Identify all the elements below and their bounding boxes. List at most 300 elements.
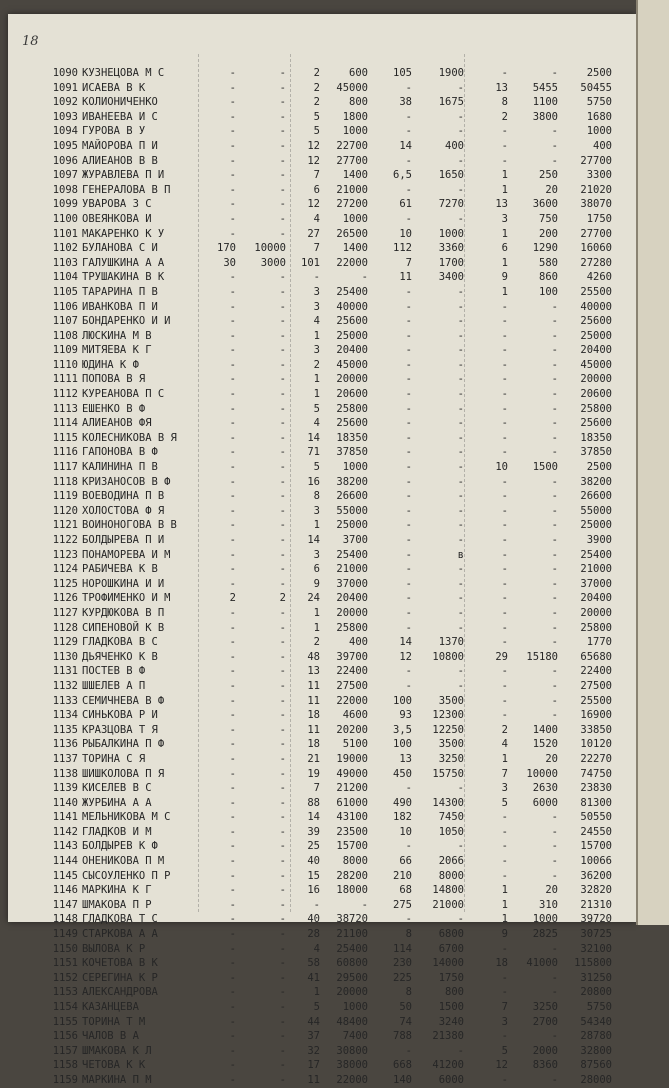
ledger-row	[8, 1073, 636, 1088]
ledger-cell-b: -	[279, 504, 286, 517]
ledger-cell-h: -	[501, 431, 508, 444]
ledger-cell-b: -	[279, 563, 286, 576]
ledger-cell-a: 170	[217, 242, 236, 255]
ledger-cell-i: -	[551, 592, 558, 605]
ledger-cell-num: 1132	[52, 679, 78, 692]
ledger-cell-h: -	[501, 344, 508, 357]
ledger-cell-name: ГУРОВА В У	[82, 125, 146, 138]
ledger-cell-i: -	[551, 621, 558, 634]
ledger-cell-name: ПОНАМОРЕВА И М	[82, 548, 171, 561]
ledger-cell-b: -	[279, 183, 286, 196]
ledger-cell-b: -	[279, 344, 286, 357]
ledger-cell-h: -	[501, 709, 508, 722]
ledger-cell-b: -	[279, 388, 286, 401]
ledger-cell-name: ЮДИНА К Ф	[82, 358, 139, 371]
ledger-cell-num: 1137	[52, 752, 78, 765]
document-sheet	[8, 14, 636, 1086]
ledger-cell-j: 10066	[580, 855, 612, 868]
ledger-cell-d: 5	[313, 1001, 320, 1013]
ledger-cell-a: -	[229, 1001, 236, 1013]
ledger-cell-d: 13	[307, 665, 320, 678]
ledger-cell-j: 25000	[580, 329, 612, 342]
ledger-row	[8, 110, 636, 125]
ledger-cell-i: 580	[539, 256, 558, 269]
ledger-cell-b: -	[279, 402, 286, 415]
ledger-cell-g: 14000	[432, 957, 464, 970]
ledger-cell-a: -	[229, 1015, 236, 1028]
ledger-cell-i: -	[551, 606, 558, 619]
ledger-row	[8, 66, 636, 81]
ledger-cell-i: 3250	[532, 1001, 558, 1013]
ledger-cell-i: 10000	[526, 767, 558, 780]
ledger-cell-b: -	[279, 329, 286, 342]
ledger-row	[8, 694, 636, 709]
ledger-cell-a: -	[229, 840, 236, 853]
ledger-cell-i: 41000	[526, 957, 558, 970]
ledger-cell-e: 25800	[336, 402, 368, 415]
ledger-cell-j: 3300	[586, 169, 612, 182]
ledger-cell-g: 1750	[438, 971, 464, 984]
ledger-cell-f: -	[405, 125, 412, 138]
ledger-cell-h: -	[501, 621, 508, 634]
ledger-cell-j: 22270	[580, 752, 612, 765]
ledger-cell-j: 45000	[580, 358, 612, 371]
ledger-cell-name: ШИШКОЛОВА П Я	[82, 767, 165, 780]
ledger-cell-i: -	[551, 971, 558, 984]
ledger-cell-b: -	[279, 67, 286, 79]
ledger-cell-i: -	[551, 300, 558, 313]
ledger-cell-a: -	[229, 271, 236, 284]
ledger-cell-name: МАРКИНА К Г	[82, 884, 152, 897]
ledger-cell-b: -	[279, 96, 286, 109]
ledger-cell-f: 8	[405, 928, 412, 941]
ledger-cell-b: -	[279, 665, 286, 678]
ledger-cell-d: 2	[313, 67, 320, 79]
ledger-row	[8, 227, 636, 242]
ledger-cell-num: 1124	[52, 563, 78, 576]
ledger-cell-e: 400	[349, 636, 368, 649]
ledger-row	[8, 796, 636, 811]
ledger-cell-name: ГЛАДКОВА Т С	[82, 913, 158, 926]
ledger-cell-e: 8000	[342, 855, 368, 868]
ledger-cell-b: -	[279, 606, 286, 619]
ledger-cell-f: -	[405, 417, 412, 430]
ledger-row	[8, 124, 636, 139]
ledger-cell-num: 1125	[52, 577, 78, 590]
ledger-cell-a: -	[229, 884, 236, 897]
ledger-cell-f: 66	[399, 855, 412, 868]
ledger-cell-j: 33850	[580, 723, 612, 736]
ledger-cell-i: -	[551, 986, 558, 999]
ledger-cell-b: -	[279, 1044, 286, 1057]
ledger-cell-a: -	[229, 913, 236, 926]
ledger-cell-name: УВАРОВА З С	[82, 198, 152, 211]
ledger-row	[8, 927, 636, 942]
ledger-cell-a: -	[229, 125, 236, 138]
ledger-cell-f: -	[405, 782, 412, 795]
ledger-cell-j: 20400	[580, 592, 612, 605]
ledger-cell-h: 2	[501, 723, 508, 736]
ledger-cell-f: 140	[393, 1073, 412, 1086]
ledger-cell-g: 12300	[432, 709, 464, 722]
ledger-cell-a: -	[229, 344, 236, 357]
ledger-cell-g: -	[457, 358, 464, 371]
ledger-cell-b: -	[279, 869, 286, 882]
ledger-cell-b: 10000	[254, 242, 286, 255]
ledger-cell-d: 14	[307, 534, 320, 546]
ledger-cell-i: 1100	[532, 96, 558, 109]
ledger-cell-b: -	[279, 1015, 286, 1028]
ledger-cell-b: -	[279, 315, 286, 328]
ledger-cell-h: -	[501, 475, 508, 488]
ledger-cell-name: ИВАНКОВА П И	[82, 300, 158, 313]
ledger-cell-name: ЧАЛОВ В А	[82, 1030, 139, 1043]
ledger-cell-name: КРАЗЦОВА Т Я	[82, 723, 158, 736]
ledger-cell-num: 1116	[52, 446, 78, 459]
ledger-cell-i: -	[551, 475, 558, 488]
ledger-cell-h: 18	[495, 957, 508, 970]
ledger-cell-h: 3	[501, 1015, 508, 1028]
ledger-cell-g: 800	[445, 986, 464, 999]
ledger-cell-g: 1500	[438, 1001, 464, 1013]
ledger-cell-a: -	[229, 534, 236, 546]
ledger-cell-d: 4	[313, 212, 320, 225]
ledger-cell-name: КРИЗАНОСОВ В Ф	[82, 475, 171, 488]
ledger-cell-e: 25400	[336, 942, 368, 955]
ledger-row	[8, 1000, 636, 1015]
ledger-cell-g: 2066	[438, 855, 464, 868]
ledger-cell-f: 14	[399, 139, 412, 152]
ledger-cell-a: -	[229, 373, 236, 386]
ledger-cell-e: 20200	[336, 723, 368, 736]
ledger-cell-i: -	[551, 431, 558, 444]
ledger-cell-e: 21000	[336, 563, 368, 576]
ledger-cell-f: 182	[393, 811, 412, 824]
ledger-cell-num: 1103	[52, 256, 78, 269]
ledger-row	[8, 1029, 636, 1044]
ledger-cell-num: 1133	[52, 694, 78, 707]
ledger-cell-e: 21100	[336, 928, 368, 941]
ledger-cell-g: 14300	[432, 796, 464, 809]
ledger-cell-b: -	[279, 855, 286, 868]
ledger-cell-name: ГАЛУШКИНА А А	[82, 256, 165, 269]
ledger-cell-i: 1520	[532, 738, 558, 751]
ledger-cell-d: 6	[313, 183, 320, 196]
ledger-cell-e: 1000	[342, 212, 368, 225]
ledger-cell-h: -	[501, 840, 508, 853]
ledger-cell-g: -	[457, 490, 464, 503]
ledger-row	[8, 402, 636, 417]
ledger-row	[8, 942, 636, 957]
ledger-cell-h: 1	[501, 256, 508, 269]
ledger-cell-j: 39720	[580, 913, 612, 926]
ledger-cell-num: 1099	[52, 198, 78, 211]
ledger-cell-h: -	[501, 329, 508, 342]
ledger-cell-j: 50455	[580, 81, 612, 94]
ledger-cell-i: -	[551, 942, 558, 955]
ledger-cell-num: 1098	[52, 183, 78, 196]
ledger-rows	[8, 66, 636, 1088]
ledger-cell-b: -	[279, 446, 286, 459]
ledger-row	[8, 95, 636, 110]
ledger-cell-e: 22000	[336, 256, 368, 269]
ledger-cell-i: 2000	[532, 1044, 558, 1057]
ledger-cell-j: 65680	[580, 650, 612, 663]
ledger-cell-j: 25000	[580, 519, 612, 532]
ledger-cell-g: -	[457, 679, 464, 692]
ledger-cell-f: 100	[393, 738, 412, 751]
ledger-cell-i: -	[551, 1073, 558, 1086]
ledger-cell-num: 1112	[52, 388, 78, 401]
ledger-cell-a: -	[229, 227, 236, 240]
ledger-cell-h: -	[501, 825, 508, 838]
ledger-row	[8, 956, 636, 971]
ledger-cell-j: 1680	[586, 110, 612, 123]
ledger-cell-d: 19	[307, 767, 320, 780]
ledger-cell-i: 2700	[532, 1015, 558, 1028]
ledger-cell-g: 6700	[438, 942, 464, 955]
ledger-cell-f: -	[405, 534, 412, 546]
ledger-cell-j: 38200	[580, 475, 612, 488]
ledger-cell-a: -	[229, 738, 236, 751]
ledger-row	[8, 971, 636, 986]
ledger-cell-i: -	[551, 840, 558, 853]
ledger-cell-f: -	[405, 504, 412, 517]
ledger-cell-f: -	[405, 461, 412, 474]
ledger-cell-a: -	[229, 198, 236, 211]
ledger-cell-e: 4600	[342, 709, 368, 722]
ledger-cell-d: 5	[313, 125, 320, 138]
ledger-cell-h: -	[501, 548, 508, 561]
ledger-row	[8, 767, 636, 782]
ledger-cell-a: -	[229, 563, 236, 576]
ledger-cell-num: 1155	[52, 1015, 78, 1028]
ledger-cell-e: 25000	[336, 519, 368, 532]
ledger-cell-num: 1145	[52, 869, 78, 882]
adjacent-page-edge	[636, 0, 669, 925]
ledger-cell-name: МАРКИНА П М	[82, 1073, 152, 1086]
ledger-cell-f: -	[405, 548, 412, 561]
ledger-cell-num: 1119	[52, 490, 78, 503]
ledger-cell-b: -	[279, 928, 286, 941]
ledger-cell-j: 5750	[586, 96, 612, 109]
ledger-cell-i: 6000	[532, 796, 558, 809]
ledger-cell-h: 7	[501, 767, 508, 780]
ledger-cell-b: -	[279, 1073, 286, 1086]
ledger-cell-d: 3	[313, 548, 320, 561]
ledger-cell-e: 1000	[342, 461, 368, 474]
ledger-cell-d: 2	[313, 81, 320, 94]
ledger-cell-b: -	[279, 417, 286, 430]
ledger-cell-num: 1138	[52, 767, 78, 780]
ledger-cell-e: 18350	[336, 431, 368, 444]
ledger-row	[8, 183, 636, 198]
ledger-cell-a: -	[229, 577, 236, 590]
ledger-cell-g: -	[457, 577, 464, 590]
ledger-cell-j: 1000	[586, 125, 612, 138]
ledger-cell-num: 1100	[52, 212, 78, 225]
ledger-cell-i: -	[551, 694, 558, 707]
ledger-cell-num: 1121	[52, 519, 78, 532]
ledger-cell-d: 1	[313, 606, 320, 619]
ledger-cell-e: 27700	[336, 154, 368, 167]
ledger-row	[8, 504, 636, 519]
ledger-cell-b: -	[279, 358, 286, 371]
ledger-cell-e: 1400	[342, 169, 368, 182]
ledger-cell-e: 21000	[336, 183, 368, 196]
ledger-cell-f: -	[405, 110, 412, 123]
ledger-cell-g: -	[457, 373, 464, 386]
ledger-cell-g: -	[457, 431, 464, 444]
ledger-cell-f: 11	[399, 271, 412, 284]
ledger-cell-e: 20400	[336, 344, 368, 357]
ledger-cell-num: 1135	[52, 723, 78, 736]
ledger-cell-f: 38	[399, 96, 412, 109]
ledger-cell-j: 2500	[586, 67, 612, 79]
ledger-cell-j: 21020	[580, 183, 612, 196]
ledger-row	[8, 912, 636, 927]
ledger-cell-h: 1	[501, 285, 508, 298]
ledger-cell-e: 26500	[336, 227, 368, 240]
ledger-cell-j: 24550	[580, 825, 612, 838]
ledger-cell-j: 32100	[580, 942, 612, 955]
ledger-cell-g: 8000	[438, 869, 464, 882]
ledger-cell-name: МАКАРЕНКО К У	[82, 227, 165, 240]
ledger-cell-h: -	[501, 358, 508, 371]
ledger-cell-f: -	[405, 446, 412, 459]
ledger-cell-f: -	[405, 329, 412, 342]
ledger-cell-f: -	[405, 300, 412, 313]
ledger-cell-b: -	[279, 782, 286, 795]
ledger-cell-d: 2	[313, 358, 320, 371]
ledger-cell-num: 1147	[52, 898, 78, 911]
ledger-row	[8, 839, 636, 854]
ledger-cell-num: 1113	[52, 402, 78, 415]
ledger-cell-h: 9	[501, 271, 508, 284]
ledger-cell-e: 20000	[336, 986, 368, 999]
ledger-cell-d: 7	[313, 169, 320, 182]
ledger-row	[8, 635, 636, 650]
ledger-cell-name: БОНДАРЕНКО И И	[82, 315, 171, 328]
ledger-cell-name: ВОИНОНОГОВА В В	[82, 519, 177, 532]
ledger-row	[8, 1044, 636, 1059]
ledger-cell-j: 400	[593, 139, 612, 152]
ledger-cell-d: 12	[307, 154, 320, 167]
ledger-row	[8, 358, 636, 373]
ledger-cell-d: 2	[313, 96, 320, 109]
ledger-cell-b: -	[279, 738, 286, 751]
ledger-cell-g: -	[457, 110, 464, 123]
ledger-cell-g: -	[457, 285, 464, 298]
ledger-cell-j: 115800	[574, 957, 612, 970]
ledger-cell-f: -	[405, 212, 412, 225]
corner-mark: 18	[22, 34, 39, 49]
ledger-row	[8, 489, 636, 504]
ledger-cell-i: -	[551, 388, 558, 401]
ledger-cell-f: -	[405, 621, 412, 634]
ledger-cell-b: -	[279, 1001, 286, 1013]
ledger-cell-h: -	[501, 67, 508, 79]
ledger-cell-g: -	[457, 621, 464, 634]
ledger-cell-h: 5	[501, 796, 508, 809]
ledger-cell-g: -	[457, 461, 464, 474]
ledger-cell-num: 1123	[52, 548, 78, 561]
ledger-cell-b: -	[279, 373, 286, 386]
ledger-cell-e: 1800	[342, 110, 368, 123]
ledger-row	[8, 431, 636, 446]
ledger-row	[8, 241, 636, 256]
ledger-cell-e: 43100	[336, 811, 368, 824]
ledger-cell-e: 23500	[336, 825, 368, 838]
ledger-cell-g: -	[457, 913, 464, 926]
ledger-row	[8, 256, 636, 271]
ledger-cell-b: -	[279, 679, 286, 692]
ledger-cell-a: -	[229, 694, 236, 707]
ledger-cell-name: ГЛАДКОВА В С	[82, 636, 158, 649]
ledger-cell-f: -	[405, 913, 412, 926]
ledger-cell-d: 11	[307, 1073, 320, 1086]
ledger-cell-j: 20800	[580, 986, 612, 999]
ledger-cell-d: 41	[307, 971, 320, 984]
ledger-cell-b: -	[279, 971, 286, 984]
ledger-cell-j: 37850	[580, 446, 612, 459]
ledger-cell-b: -	[279, 796, 286, 809]
ledger-cell-num: 1159	[52, 1073, 78, 1086]
ledger-cell-h: -	[501, 986, 508, 999]
ledger-cell-g: -	[457, 782, 464, 795]
ledger-cell-num: 1093	[52, 110, 78, 123]
ledger-cell-i: -	[551, 534, 558, 546]
ledger-cell-a: -	[229, 650, 236, 663]
ledger-cell-h: 8	[501, 96, 508, 109]
ledger-cell-h: 1	[501, 884, 508, 897]
ledger-cell-f: -	[405, 183, 412, 196]
ledger-cell-a: -	[229, 300, 236, 313]
ledger-cell-g: -	[457, 344, 464, 357]
ledger-cell-f: -	[405, 1044, 412, 1057]
ledger-cell-num: 1109	[52, 344, 78, 357]
ledger-cell-h: -	[501, 694, 508, 707]
ledger-cell-e: 20000	[336, 373, 368, 386]
ledger-cell-e: 48400	[336, 1015, 368, 1028]
ledger-cell-num: 1096	[52, 154, 78, 167]
ledger-cell-a: -	[229, 285, 236, 298]
ledger-cell-j: 25800	[580, 402, 612, 415]
ledger-cell-f: -	[405, 344, 412, 357]
ledger-cell-j: 20400	[580, 344, 612, 357]
ledger-cell-a: -	[229, 782, 236, 795]
ledger-cell-b: -	[279, 1059, 286, 1072]
ledger-cell-i: -	[551, 490, 558, 503]
ledger-cell-d: 18	[307, 738, 320, 751]
ledger-cell-e: 22000	[336, 1073, 368, 1086]
ledger-cell-f: 788	[393, 1030, 412, 1043]
ledger-cell-h: -	[501, 665, 508, 678]
ledger-row	[8, 723, 636, 738]
ledger-row	[8, 168, 636, 183]
ledger-cell-a: -	[229, 665, 236, 678]
ledger-cell-name: АЛИЕАНОВ ФЯ	[82, 417, 152, 430]
ledger-cell-d: 17	[307, 1059, 320, 1072]
ledger-cell-d: 3	[313, 285, 320, 298]
ledger-cell-b: -	[279, 300, 286, 313]
ledger-cell-a: -	[229, 869, 236, 882]
ledger-cell-d: 101	[301, 256, 320, 269]
ledger-cell-d: 4	[313, 417, 320, 430]
ledger-cell-j: 26600	[580, 490, 612, 503]
ledger-cell-i: -	[551, 417, 558, 430]
ledger-cell-g: 6800	[438, 928, 464, 941]
